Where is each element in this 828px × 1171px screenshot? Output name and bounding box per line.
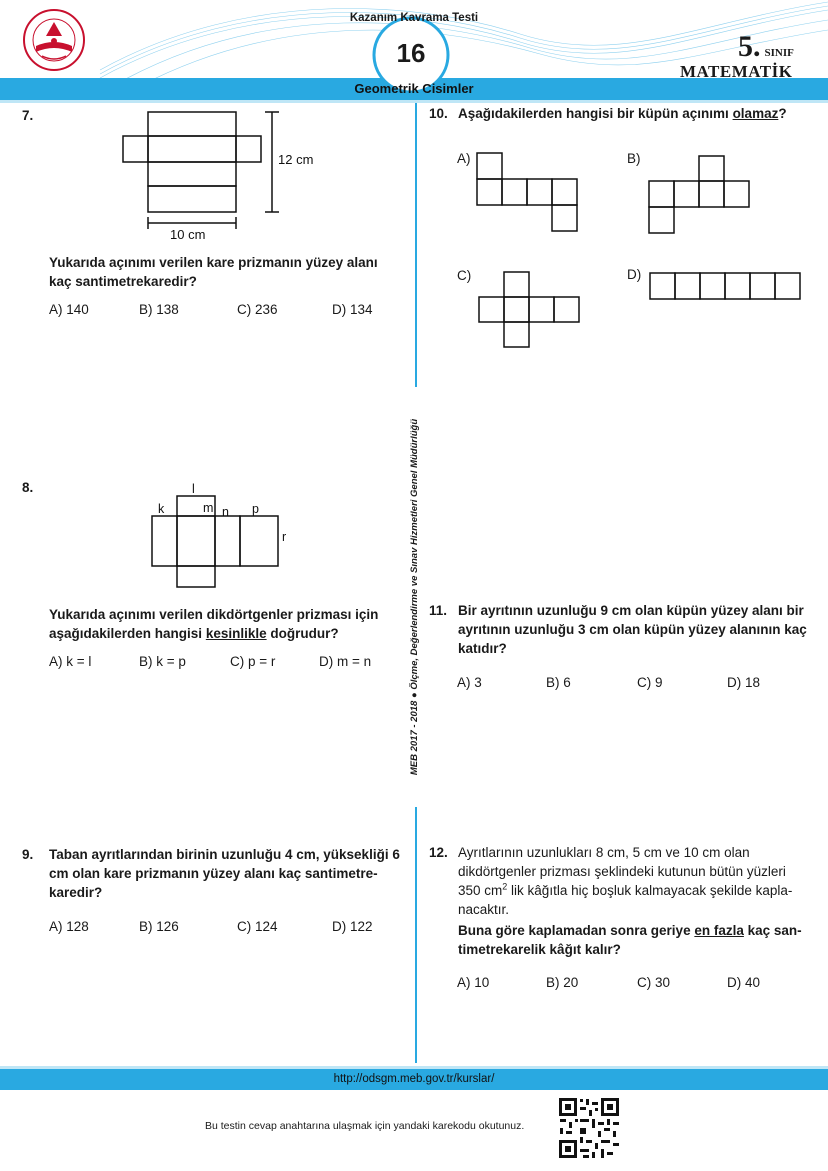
grade-label [738,30,794,64]
q10-option-b-label[interactable]: B) [627,151,641,166]
q10-emphasis: olamaz [732,106,779,121]
subject-title: Geometrik Cisimler [354,81,474,96]
q10-option-d-label[interactable]: D) [627,267,642,282]
q10-number: 10. [429,106,448,121]
q7-number: 7. [22,108,34,123]
footer-url[interactable]: http://odsgm.meb.gov.tr/kurslar/ [333,1073,495,1085]
q9-option-b[interactable]: B) 126 [139,919,179,934]
q7-text: Yukarıda açınımı verilen kare prizmanın yüzey alanı kaç santimetrekaredir? [49,255,378,289]
q12-number: 12. [429,845,448,860]
q12-question: Buna göre kaplamadan sonra geriye en fazla kaç san-timetrekarelik kâğıt kalır? [458,923,802,957]
q12-text: Ayrıtlarının uzunlukları 8 cm, 5 cm ve 10 cm olan dikdörtgenler prizması şeklindeki kutunun bütün yüzleri 350 $cm^2$ lik kâğıtla hiç boşluk kalmayacak şekilde kapla-nacaktır. [458,845,793,917]
footer-note: Bu testin cevap anahtarına ulaşmak için yandaki karekodu okutunuz. [205,1120,525,1132]
grade-number: 5. [738,30,761,63]
q8-number: 8. [22,480,34,495]
q8-figure [140,478,300,593]
q11-number: 11. [429,603,448,618]
q11-text: Bir ayrıtının uzunluğu 9 cm olan küpün yüzey alanı bir ayrıtının uzunluğu 3 cm olan küpün yüzey alanının kaç katıdır? [458,603,807,656]
q8-emphasis: kesinlikle [205,626,267,641]
q7-option-c[interactable]: C) 236 [237,302,278,317]
grade-word: SINIF [764,47,794,59]
side-credit: MEB 2017 - 2018 ● Ölçme, Değerlendirme ve Sınav Hizmetleri Genel Müdürlüğü [409,387,423,807]
q10-option-a-label[interactable]: A) [457,151,471,166]
q8-label-p: p [252,502,259,516]
q12-emphasis: en fazla [694,923,744,938]
q8-text: Yukarıda açınımı verilen dikdörtgenler prizması için aşağıdakilerden hangisi kesinlikle doğrudur? [49,607,379,641]
test-number: 16 [396,38,426,68]
q10-option-b-net[interactable] [648,155,754,237]
q8-option-a[interactable]: A) k = l [49,654,92,669]
q12-option-d[interactable]: D) 40 [727,975,761,990]
q7-option-a[interactable]: A) 140 [49,302,89,317]
q8-option-d[interactable]: D) m = n [319,654,372,669]
q7-figure [115,105,325,245]
q7-option-d[interactable]: D) 134 [332,302,373,317]
course-name: MATEMATİK [680,62,793,81]
q10-option-c-label[interactable]: C) [457,268,472,283]
q8-label-k: k [158,502,165,516]
q11-option-c[interactable]: C) 9 [637,675,663,690]
q10-text: Aşağıdakilerden hangisi bir küpün açınımı olamaz? [458,106,787,121]
q12-option-c[interactable]: C) 30 [637,975,671,990]
q10-option-d-net[interactable] [648,271,804,301]
q8-label-n: n [222,505,229,519]
q8-option-c[interactable]: C) p = r [230,654,276,669]
q12-option-a[interactable]: A) 10 [457,975,490,990]
q9-option-a[interactable]: A) 128 [49,919,89,934]
q8-label-m: m [203,501,214,515]
q10-option-a-net[interactable] [476,152,582,234]
q12-option-b[interactable]: B) 20 [546,975,579,990]
q9-text: Taban ayrıtlarından birinin uzunluğu 4 cm, yüksekliği 6 cm olan kare prizmanın yüzey alanı kaç santimetre-karedir? [49,847,400,900]
test-name: Kazanım Kavrama Testi [349,12,479,24]
q8-label-l: l [192,482,195,496]
q7-option-b[interactable]: B) 138 [139,302,179,317]
q9-number: 9. [22,847,34,862]
q7-width-label: 10 cm [170,227,206,242]
q8-label-r: r [282,530,287,544]
q11-option-d[interactable]: D) 18 [727,675,761,690]
qr-code[interactable] [558,1097,620,1159]
q11-option-b[interactable]: B) 6 [546,675,571,690]
q8-option-b[interactable]: B) k = p [139,654,186,669]
q10-option-c-net[interactable] [478,271,584,351]
q9-option-c[interactable]: C) 124 [237,919,278,934]
q7-height-label: 12 cm [278,152,314,167]
q11-option-a[interactable]: A) 3 [457,675,482,690]
q9-option-d[interactable]: D) 122 [332,919,373,934]
